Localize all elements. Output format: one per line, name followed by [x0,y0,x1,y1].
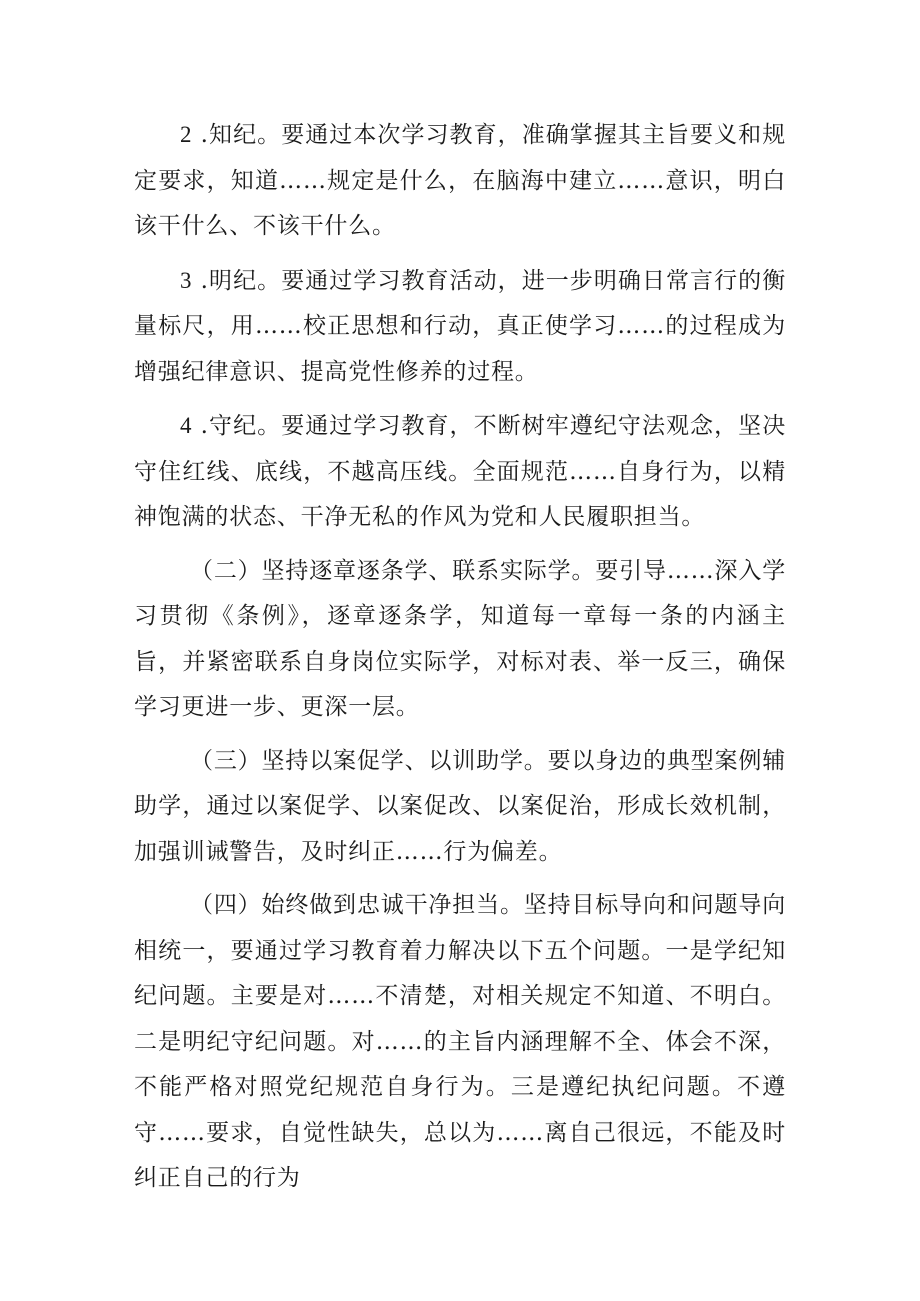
paragraph-text: （二）坚持逐章逐条学、联系实际学。要引导……深入学习贯彻《条例》，逐章逐条学，知道每一章每一条的内涵主旨，并紧密联系自身岗位实际学，对标对表、举一反三，确保学习更进一步、更深一层。 [134,557,786,720]
paragraph-item-3 [134,258,786,396]
paragraph-section-4 [134,883,786,1202]
item-number: 4 [180,413,193,438]
paragraph-section-3 [134,739,786,876]
paragraph-section-2 [134,549,786,731]
paragraph-item-4 [134,403,786,541]
item-number: 3 [180,267,193,293]
document-body [134,112,786,1210]
paragraph-text: .守纪。要通过学习教育，不断树牢遵纪守法观念，坚决守住红线、底线，不越高压线。全面规范……自身行为，以精神饱满的状态、干净无私的作风为党和人民履职担当。 [134,413,786,530]
paragraph-text: .明纪。要通过学习教育活动，进一步明确日常言行的衡量标尺，用……校正思想和行动，真正使学习……的过程成为增强纪律意识、提高党性修养的过程。 [134,267,786,385]
paragraph-text: （三）坚持以案促学、以训助学。要以身边的典型案例辅助学，通过以案促学、以案促改、以案促治，形成长效机制，加强训诫警告，及时纠正……行为偏差。 [134,747,786,865]
paragraph-item-2 [134,112,786,250]
paragraph-text: （四）始终做到忠诚干净担当。坚持目标导向和问题导向相统一，要通过学习教育着力解决以下五个问题。一是学纪知纪问题。主要是对……不清楚，对相关规定不知道、不明白。二是明纪守纪问题。对……的主旨内涵理解不全、体会不深，不能严格对照党纪规范自身行为。三是遵纪执纪问题。不遵守……要求，自觉性缺失，总以为……离自己很远，不能及时纠正自己的行为 [134,892,786,1191]
item-number: 2 [180,122,193,147]
paragraph-text: .知纪。要通过本次学习教育，准确掌握其主旨要义和规定要求，知道……规定是什么，在脑海中建立……意识，明白该干什么、不该干什么。 [134,122,786,239]
